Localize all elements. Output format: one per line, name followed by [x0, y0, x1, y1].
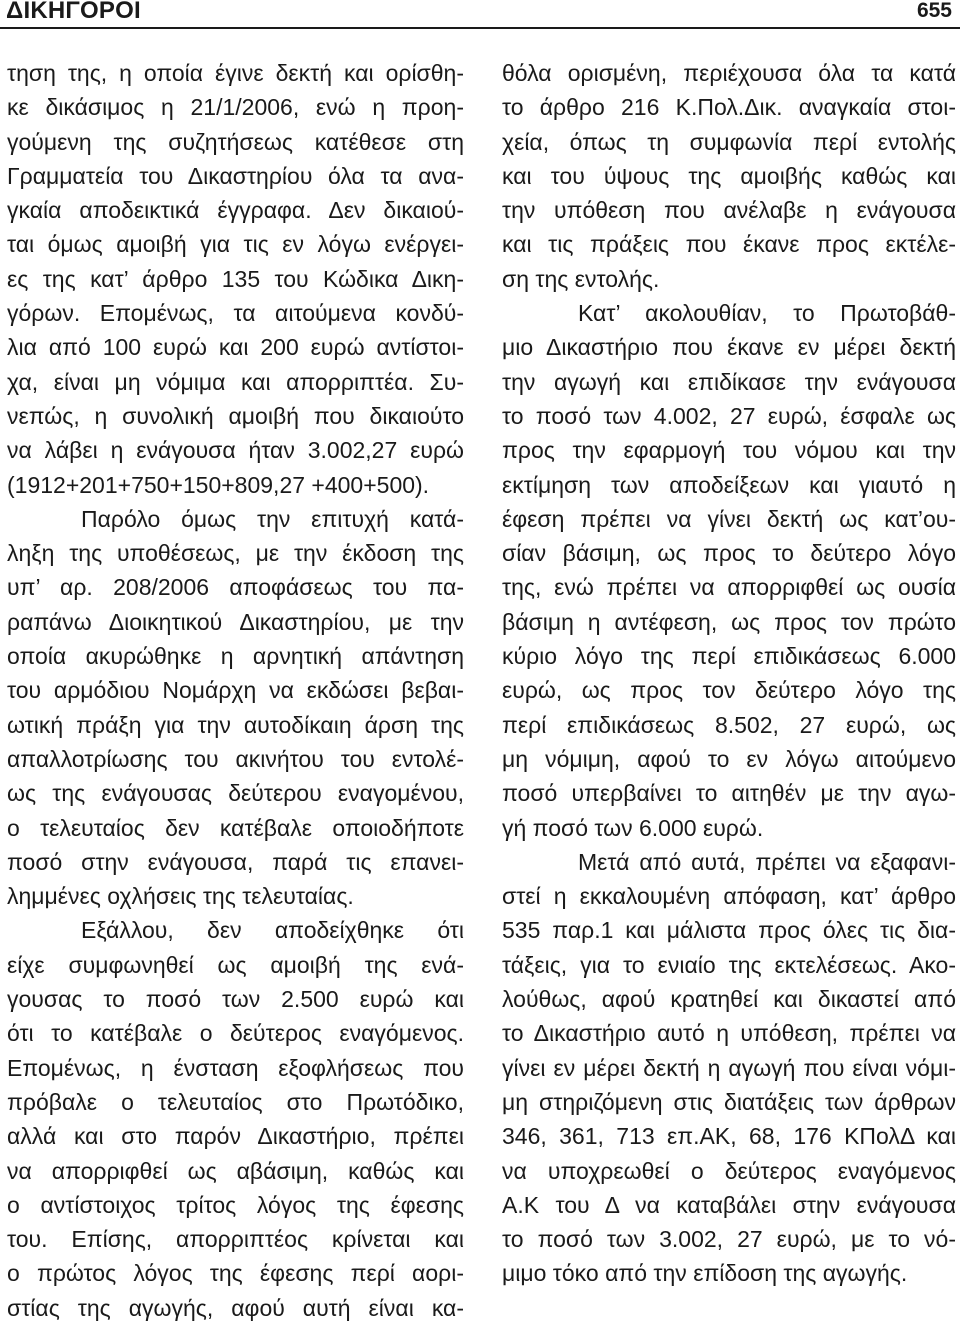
text-line: τηση της, η οποία έγινε δεκτή και ορίσθη-	[7, 60, 464, 86]
text-line: περί επιδικάσεως 8.502, 27 ευρώ, ως	[502, 711, 956, 738]
text-line: λια από 100 ευρώ και 200 ευρώ αντίστοι-	[7, 334, 464, 361]
text-line: γίνει εν μέρει δεκτή η αγωγή που είναι νόμι-	[502, 1054, 956, 1081]
text-line: ευρώ, ως προς τον δεύτερο λόγο της	[502, 677, 956, 704]
page-header	[0, 0, 960, 26]
text-line: σίαν βάσιμη, ως προς το δεύτερο λόγο	[502, 540, 956, 567]
text-line: μιμο τόκο από την επίδοση της αγωγής.	[502, 1260, 908, 1287]
text-line: ποσό στην ενάγουσα, παρά τις επανει-	[7, 848, 464, 875]
text-line: Α.Κ του Δ να καταβάλει στην ενάγουσα	[502, 1191, 956, 1218]
running-header-title: ΔΙΚΗΓΟΡΟΙ	[6, 0, 141, 24]
text-line: είχε συμφωνηθεί ως αμοιβή της ενά-	[7, 951, 464, 978]
text-line: γουσας το ποσό των 2.500 ευρώ και	[7, 986, 464, 1013]
text-line: ο πρώτος λόγος της έφεσης περί αορι-	[7, 1260, 464, 1287]
text-line: ες της κατ’ άρθρο 135 του Κώδικα Δικη-	[7, 265, 464, 292]
text-line: γκαία αποδεικτικά έγγραφα. Δεν δικαιού-	[7, 197, 464, 224]
text-line: χεία, όπως τη συμφωνία περί εντολής	[502, 128, 956, 155]
text-line: οποία ακυρώθηκε η αρνητική απάντηση	[7, 643, 464, 670]
text-line: γόρων. Επομένως, τα αιτούμενα κονδύ-	[7, 300, 464, 327]
text-line: ραπάνω Διοικητικού Δικαστηρίου, με την	[7, 608, 464, 635]
right-text-column	[502, 56, 956, 1291]
text-line: απαλλοτρίωσης του ακινήτου του εντολέ-	[7, 745, 464, 772]
text-line: 346, 361, 713 επ.ΑΚ, 68, 176 ΚΠολΔ και	[502, 1123, 956, 1150]
text-line: βάσιμη η αντέφεση, ως προς τον πρώτο	[502, 608, 956, 635]
text-line: Εξάλλου, δεν αποδείχθηκε ότι	[81, 917, 464, 944]
text-line: αλλά και στο παρόν Δικαστήριο, πρέπει	[7, 1123, 464, 1150]
text-line: ται όμως αμοιβή για τις εν λόγω ενέργει-	[7, 231, 464, 258]
text-line: το άρθρο 216 Κ.Πολ.Δικ. αναγκαία στοι-	[502, 94, 956, 121]
text-line: Γραμματεία του Δικαστηρίου όλα τα ανα-	[7, 162, 464, 189]
text-line: Κατ’ ακολουθίαν, το Πρωτοβάθ-	[578, 300, 956, 327]
text-line: θόλα ορισμένη, περιέχουσα όλα τα κατά	[502, 60, 956, 86]
text-line: την υπόθεση που ανέλαβε η ενάγουσα	[502, 197, 956, 224]
text-line: το ποσό των 3.002, 27 ευρώ, με το νό-	[502, 1226, 956, 1253]
text-line: Μετά από αυτά, πρέπει να εξαφανι-	[578, 848, 956, 875]
text-line: το ποσό των 4.002, 27 ευρώ, έσφαλε ως	[502, 402, 956, 429]
text-line: λημμένες οχλήσεις της τελευταίας.	[7, 883, 354, 910]
text-line: στίας της αγωγής, αφού αυτή είναι κα-	[7, 1294, 464, 1321]
text-line: μιο Δικαστήριο που έκανε εν μέρει δεκτή	[502, 334, 956, 361]
text-line: και του ύψους της αμοιβής καθώς και	[502, 162, 956, 189]
text-line: νεπώς, η συνολική αμοιβή που δικαιούτο	[7, 402, 464, 429]
text-line: κε δικάσιμος η 21/1/2006, ενώ η προη-	[7, 94, 464, 121]
text-line: (1912+201+750+150+809,27 +400+500).	[7, 471, 430, 498]
text-line: ση της εντολής.	[502, 265, 660, 292]
text-line: ως της ενάγουσας δεύτερου εναγομένου,	[7, 780, 464, 807]
text-line: μη στηριζόμενη στις διατάξεις των άρθρων	[502, 1088, 956, 1115]
text-line: να λάβει η ενάγουσα ήταν 3.002,27 ευρώ	[7, 437, 464, 464]
text-line: της, ενώ πρέπει να απορριφθεί ως ουσία	[502, 574, 956, 601]
text-line: ωτική πράξη για την αυτοδίκαιη άρση της	[7, 711, 464, 738]
text-line: έφεση πρέπει να γίνει δεκτή ως κατ’ου-	[502, 505, 956, 532]
text-line: ληξη της υποθέσεως, με την έκδοση της	[7, 540, 464, 567]
text-line: λούθως, αφού κρατηθεί και δικαστεί από	[502, 986, 956, 1013]
text-line: και τις πράξεις που έκανε προς εκτέλε-	[502, 231, 956, 258]
text-line: να υποχρεωθεί ο δεύτερος εναγόμενος	[502, 1157, 956, 1184]
text-line: τάξεις, για το ενιαίο της εκτελέσεως. Ακο-	[502, 951, 956, 978]
text-line: προς την εφαρμογή του νόμου και την	[502, 437, 956, 464]
text-line: μη νόμιμη, αφού το εν λόγω αιτούμενο	[502, 745, 956, 772]
text-line: την αγωγή και επιδίκασε την ενάγουσα	[502, 368, 956, 395]
text-line: Επομένως, η ένσταση εξοφλήσεως που	[7, 1054, 464, 1081]
text-line: γή ποσό των 6.000 ευρώ.	[502, 814, 764, 841]
text-line: 535 παρ.1 και μάλιστα προς όλες τις δια-	[502, 917, 956, 944]
text-line: ότι το κατέβαλε ο δεύτερος εναγόμενος.	[7, 1020, 464, 1047]
text-line: ο τελευταίος δεν κατέβαλε οποιοδήποτε	[7, 814, 464, 841]
text-line: ποσό υπερβαίνει το αιτηθέν με την αγω-	[502, 780, 956, 807]
text-line: υπ’ αρ. 208/2006 αποφάσεως του πα-	[7, 574, 464, 601]
header-rule	[0, 27, 960, 29]
text-line: του αρμόδιου Νομάρχη να εκδώσει βεβαι-	[7, 677, 464, 704]
text-line: χα, είναι μη νόμιμα και απορριπτέα. Συ-	[7, 368, 464, 395]
left-text-column	[7, 56, 464, 1325]
text-line: το Δικαστήριο αυτό η υπόθεση, πρέπει να	[502, 1020, 956, 1047]
text-line: γούμενη της συζητήσεως κατέθεσε στη	[7, 128, 464, 155]
text-line: εκτίμηση των αποδείξεων και γιαυτό η	[502, 471, 956, 498]
text-line: στεί η εκκαλουμένη απόφαση, κατ’ άρθρο	[502, 883, 956, 910]
page-number: 655	[916, 0, 952, 22]
text-line: κύριο λόγο της περί επιδικάσεως 6.000	[502, 643, 956, 670]
text-line: Παρόλο όμως την επιτυχή κατά-	[81, 505, 464, 532]
text-line: να απορριφθεί ως αβάσιμη, καθώς και	[7, 1157, 464, 1184]
text-line: πρόβαλε ο τελευταίος στο Πρωτόδικο,	[7, 1088, 464, 1115]
text-line: ο αντίστοιχος τρίτος λόγος της έφεσης	[7, 1191, 464, 1218]
text-line: του. Επίσης, απορριπτέος κρίνεται και	[7, 1226, 464, 1253]
